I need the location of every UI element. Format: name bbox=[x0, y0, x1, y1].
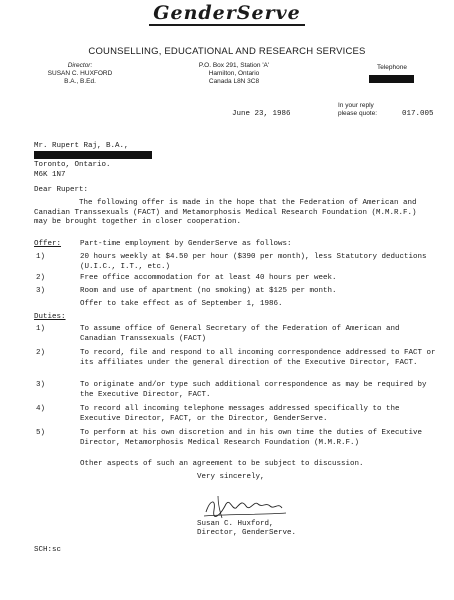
salutation: Dear Rupert: bbox=[34, 186, 89, 194]
recipient-name: Mr. Rupert Raj, B.A., bbox=[34, 142, 129, 150]
offer-item: 2) Free office accommodation for at least 40 hours per week. bbox=[36, 274, 337, 282]
offer-item: 3) Room and use of apartment (no smoking) at $125 per month. bbox=[36, 287, 337, 295]
recipient-city: Toronto, Ontario. bbox=[34, 161, 111, 169]
reply-line-2: please quote: bbox=[338, 110, 378, 117]
signer-name: Susan C. Huxford, bbox=[197, 520, 274, 528]
duty-item: 4) To record all incoming telephone messages addressed specifically to the Executive Director, FACT, or the Director, GenderServe. bbox=[36, 405, 400, 423]
address-block bbox=[174, 62, 294, 86]
address-line-1: P.O. Box 291, Station 'A' bbox=[198, 62, 270, 69]
typist-initials: SCH:sc bbox=[34, 546, 62, 554]
telephone-label: Telephone bbox=[377, 64, 407, 71]
recipient-postal: M6K 1N7 bbox=[34, 171, 66, 179]
address-line-3: Canada L8N 3C8 bbox=[208, 78, 260, 85]
signer-title: Director, GenderServe. bbox=[197, 529, 297, 537]
director-name: SUSAN C. HUXFORD bbox=[47, 70, 113, 77]
telephone-redaction bbox=[369, 75, 414, 83]
duties-heading: Duties: bbox=[34, 313, 66, 321]
recipient-street-redaction bbox=[34, 151, 152, 159]
handwritten-signature bbox=[196, 490, 296, 522]
offer-item: 1) 20 hours weekly at $4.50 per hour ($390 per month), less Statutory deductions (U.I.C., I.T., etc.) bbox=[36, 253, 427, 271]
director-label: Director: bbox=[67, 62, 93, 69]
letterhead-subtitle: COUNSELLING, EDUCATIONAL AND RESEARCH SERVICES bbox=[88, 46, 366, 57]
other-aspects: Other aspects of such an agreement to be subject to discussion. bbox=[80, 460, 364, 468]
offer-effective: Offer to take effect as of September 1, 1986. bbox=[80, 300, 283, 308]
duty-item: 5) To perform at his own discretion and in his own time the duties of Executive Director, Metamorphosis Medical Research Foundation (M.M.R.F.) bbox=[36, 429, 423, 447]
director-degrees: B.A., B.Ed. bbox=[64, 78, 96, 85]
duty-item: 2) To record, file and respond to all incoming correspondence addressed to FACT or its affiliates under the general direction of the Executive Director, FACT. bbox=[36, 349, 436, 367]
reply-code: 017.005 bbox=[402, 110, 434, 118]
reply-line-1: In your reply bbox=[338, 102, 374, 109]
duty-item: 1) To assume office of General Secretary of the Federation of American and Canadian Transsexuals (FACT) bbox=[36, 325, 400, 343]
closing: Very sincerely, bbox=[197, 473, 265, 481]
duty-item: 3) To originate and/or type such additional correspondence as may be required by the Executive Director, FACT. bbox=[36, 381, 427, 399]
letter-date: June 23, 1986 bbox=[232, 110, 291, 118]
letterhead-logo: GenderServe bbox=[0, 2, 454, 24]
address-line-2: Hamilton, Ontario bbox=[208, 70, 260, 77]
offer-intro: Part-time employment by GenderServe as follows: bbox=[80, 240, 292, 248]
intro-paragraph: The following offer is made in the hope that the Federation of American and Canadian Transsexuals (FACT) and Metamorphosis Medical Research Foundation (M.M.R.F.) may be brought together in closer cooperation. bbox=[34, 199, 417, 226]
offer-heading: Offer: bbox=[34, 240, 62, 248]
director-block bbox=[40, 62, 120, 86]
